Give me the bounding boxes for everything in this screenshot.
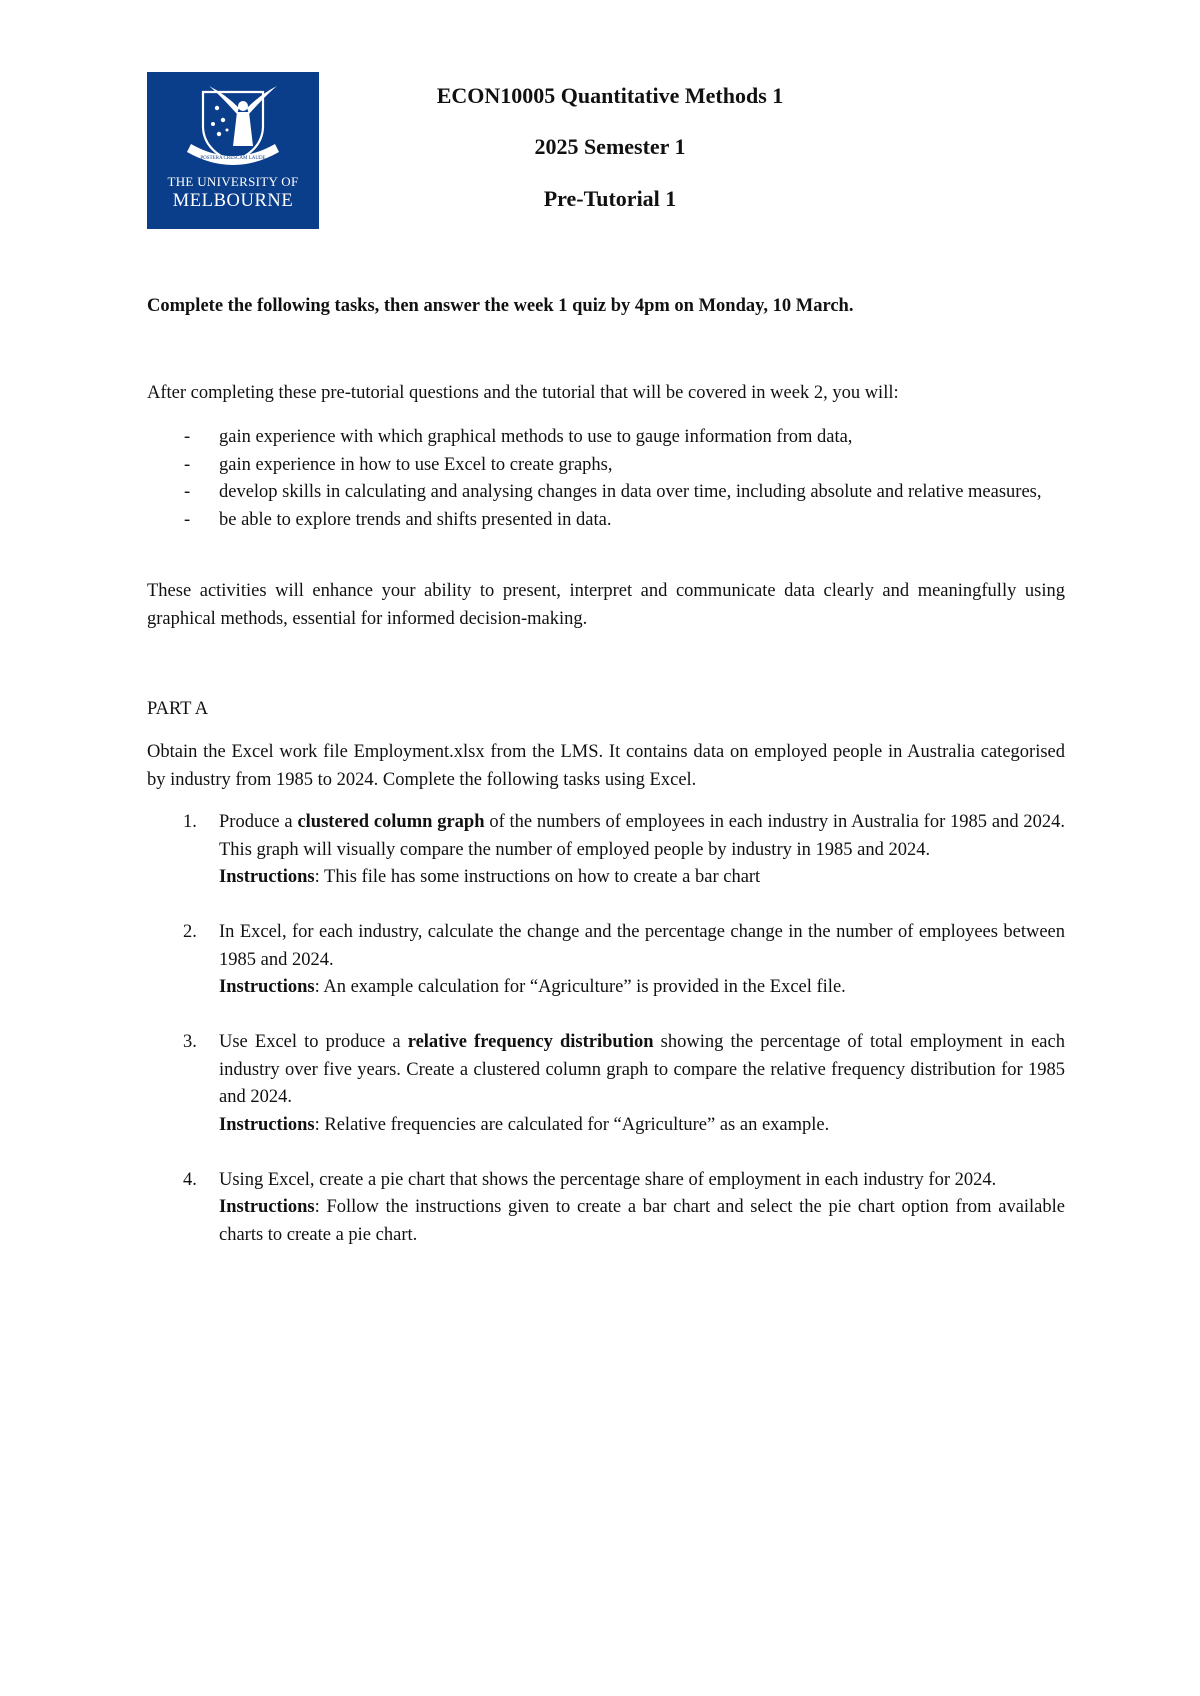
list-item bbox=[147, 507, 1065, 535]
task-number: 1. bbox=[183, 812, 197, 832]
task-item bbox=[147, 1029, 1065, 1139]
logo-banner-text: POSTERA CRESCAM LAUDE bbox=[200, 156, 266, 161]
task-item bbox=[147, 809, 1065, 892]
task-instructions: Instructions: This file has some instructions on how to create a bar chart bbox=[219, 867, 761, 887]
closing-paragraph: These activities will enhance your ability to present, interpret and communicate data clearly and meaningfully using graphical methods, essential for informed decision-making. bbox=[147, 581, 1065, 629]
logo-line-2: MELBOURNE bbox=[172, 191, 294, 211]
university-logo bbox=[147, 72, 319, 229]
task-body: Produce a clustered column graph of the numbers of employees in each industry in Australia for 1985 and 2024. This graph will visually compare the number of employed people by industry in 1985 and 2024. bbox=[219, 812, 1065, 860]
bullet-dash: - bbox=[184, 427, 191, 447]
bullet-dash: - bbox=[184, 509, 191, 530]
list-item bbox=[147, 452, 1065, 480]
task-body: In Excel, for each industry, calculate the change and the percentage change in the number of employees between 1985 and 2024. bbox=[219, 922, 1065, 970]
logo-line-1: THE UNIVERSITY OF bbox=[167, 174, 299, 189]
list-item-text: gain experience in how to use Excel to create graphs, bbox=[219, 454, 613, 475]
bullet-dash: - bbox=[184, 482, 191, 502]
list-item-text: gain experience with which graphical methods to use to gauge information from data, bbox=[219, 427, 853, 447]
list-item bbox=[147, 424, 1065, 452]
learning-outcomes-list bbox=[147, 424, 1065, 534]
task-body: Use Excel to produce a relative frequency distribution showing the percentage of total employment in each industry over five years. Create a clustered column graph to compare the relative frequency distribution for 1985 and 2024. bbox=[219, 1032, 1065, 1107]
task-number: 2. bbox=[183, 922, 197, 942]
task-instructions: Instructions: Follow the instructions given to create a bar chart and select the pie chart option from available charts to create a pie chart. bbox=[219, 1197, 1065, 1245]
task-list bbox=[147, 809, 1065, 1277]
task-item bbox=[147, 1167, 1065, 1250]
task-number: 4. bbox=[183, 1169, 197, 1190]
intro-instruction: Complete the following tasks, then answer the week 1 quiz by 4pm on Monday, 10 March. bbox=[147, 296, 854, 316]
list-item bbox=[147, 479, 1065, 507]
course-title: ECON10005 Quantitative Methods 1 bbox=[436, 83, 784, 108]
task-item bbox=[147, 919, 1065, 1002]
task-instructions: Instructions: An example calculation for “Agriculture” is provided in the Excel file. bbox=[219, 977, 846, 997]
task-number: 3. bbox=[183, 1032, 197, 1052]
bullet-dash: - bbox=[184, 454, 191, 475]
part-a-intro: Obtain the Excel work file Employment.xlsx from the LMS. It contains data on employed people in Australia categorised by industry from 1985 to 2024. Complete the following tasks using Excel. bbox=[147, 742, 1065, 790]
document-title: Pre-Tutorial 1 bbox=[543, 186, 677, 211]
learning-outcomes-intro: After completing these pre-tutorial questions and the tutorial that will be covered in week 2, you will: bbox=[147, 383, 899, 403]
list-item-text: develop skills in calculating and analysing changes in data over time, including absolute and relative measures, bbox=[219, 482, 1042, 502]
task-body: Using Excel, create a pie chart that shows the percentage share of employment in each industry for 2024. bbox=[219, 1169, 997, 1190]
list-item-text: be able to explore trends and shifts presented in data. bbox=[219, 509, 612, 530]
task-instructions: Instructions: Relative frequencies are calculated for “Agriculture” as an example. bbox=[219, 1114, 830, 1135]
section-heading-part-a: PART A bbox=[147, 699, 209, 719]
crest-icon bbox=[147, 72, 319, 172]
semester-title: 2025 Semester 1 bbox=[534, 134, 686, 159]
